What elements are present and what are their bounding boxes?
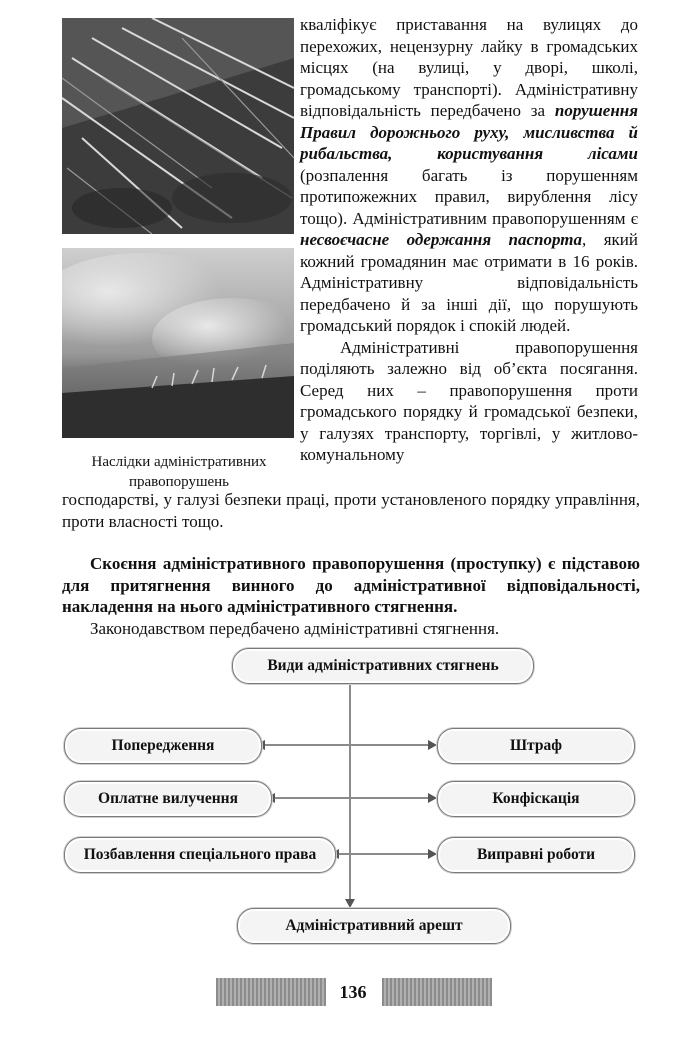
connector-row-1 bbox=[262, 744, 430, 746]
arrow-right-3 bbox=[428, 849, 437, 859]
page-bar-left bbox=[216, 978, 326, 1006]
penalty-confiscation-box: Конфіскація bbox=[437, 781, 635, 817]
law-paragraph bbox=[62, 618, 640, 640]
connector-row-3 bbox=[336, 853, 430, 855]
caption-line-1: Наслідки адміністративних bbox=[91, 454, 267, 470]
paragraph-1 bbox=[300, 14, 638, 337]
penalty-correctional-work-box: Виправні роботи bbox=[437, 837, 635, 873]
paragraph-2-tail: господарстві, у галузі безпеки праці, проти установленого порядку управління, проти власності тощо. bbox=[62, 490, 640, 531]
paragraph-2-continuation bbox=[62, 489, 640, 532]
emphasis-passport: несвоєчасне одержання паспорта bbox=[300, 230, 582, 249]
right-column-text bbox=[300, 14, 638, 466]
paragraph-2: Адміністративні правопорушення поділяють залежно від об’єкта посягання. Серед них – правопорушення проти громадського порядку й громадської безпеки, у галузях транспорту, торгівлі, у житлово-комунальному bbox=[300, 337, 638, 464]
felled-trees-photo bbox=[62, 18, 294, 234]
definition-text: Скоєння адміністративного правопорушення (проступку) є підставою для притягнення винного до адміністративної відповідальності, накладення на нього адміністративного стягнення. bbox=[62, 554, 640, 616]
penalty-arrest-box: Адміністративний арешт bbox=[237, 908, 511, 944]
penalty-fine-box: Штраф bbox=[437, 728, 635, 764]
caption-line-2: правопорушень bbox=[128, 474, 230, 490]
arrow-right-2 bbox=[428, 793, 437, 803]
penalty-warning-box: Попередження bbox=[64, 728, 262, 764]
law-text: Законодавством передбачено адміністративні стягнення. bbox=[90, 619, 500, 638]
page-number: 136 bbox=[339, 982, 367, 1002]
photo-caption bbox=[60, 452, 298, 492]
connector-vertical bbox=[349, 683, 351, 901]
text-segment: (розпалення багать із порушенням протипожежних правил, вирублення лісу тощо). Адміністративним правопорушенням є bbox=[300, 165, 638, 228]
arrow-right-1 bbox=[428, 740, 437, 750]
text-segment: кваліфікує приставання на вулицях до перехожих, нецензурну лайку в громадських місцях (на вулиці, у дворі, школі, громадському транспорті). Адміністративну відповідальність передбачено за bbox=[300, 15, 638, 120]
arrow-down bbox=[345, 899, 355, 908]
penalty-deprivation-box: Позбавлення спеціального права bbox=[64, 837, 336, 873]
connector-row-2 bbox=[272, 797, 430, 799]
page-bar-right bbox=[382, 978, 492, 1006]
penalties-diagram bbox=[0, 640, 700, 960]
emphasis-rules: порушення Правил дорожнього руху, мисливства й рибальства, користування лісами bbox=[300, 101, 638, 163]
text-segment: , який кожний громадянин має отримати в 16 років. Адміністративну відповідальність передбачено й за інші дії, що порушують громадський порядок і спокій людей. bbox=[300, 230, 638, 335]
diagram-title-box: Види адміністративних стягнень bbox=[232, 648, 534, 684]
penalty-paid-seizure-box: Оплатне вилучення bbox=[64, 781, 272, 817]
grass-fire-photo bbox=[62, 248, 294, 438]
definition-paragraph bbox=[62, 553, 640, 618]
